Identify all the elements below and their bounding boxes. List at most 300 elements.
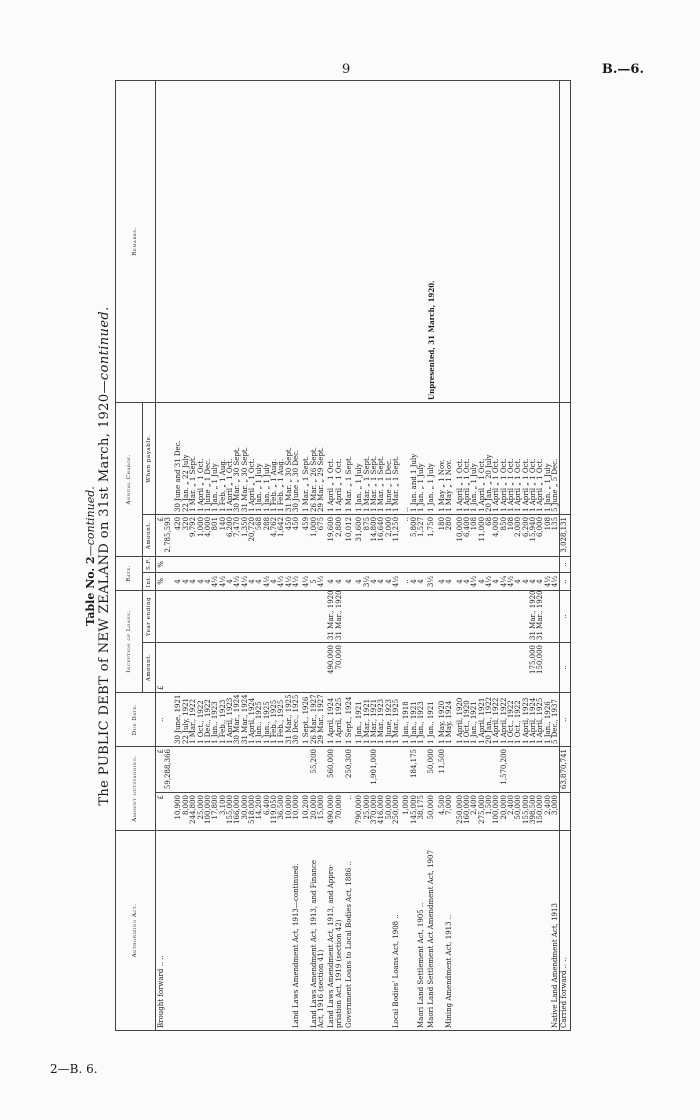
table-row xyxy=(501,80,508,1030)
table-row xyxy=(242,80,249,1030)
remarks-cell xyxy=(371,80,378,402)
annual-amount: 875 xyxy=(364,514,371,556)
brought-forward-total: £ 59,288,366 xyxy=(155,746,172,792)
rate-int: 4 xyxy=(175,572,182,590)
group-subtotal xyxy=(220,746,227,792)
annual-amount: 11,250 xyxy=(393,514,400,556)
table-row xyxy=(278,80,285,1030)
due-date: 1 Oct., 1922 xyxy=(515,692,522,746)
remarks-cell xyxy=(479,80,486,402)
when-payable: 1 April „ 1 Oct. xyxy=(457,402,464,514)
year-ending: 31 Mar., 1920 xyxy=(537,590,544,642)
table-row xyxy=(552,80,560,1030)
year-ending xyxy=(227,590,234,642)
rate-int: 4½ xyxy=(293,572,300,590)
carried-due: .. xyxy=(560,692,570,746)
year-ending xyxy=(545,590,552,642)
table-row xyxy=(411,80,418,1030)
amount-outstanding: 250,000 xyxy=(393,793,400,831)
year-ending xyxy=(318,590,325,642)
brought-inception-unit: £ xyxy=(155,642,172,692)
rate-int: 5 xyxy=(311,572,318,590)
when-payable: 26 Mar. „ 26 Sept. xyxy=(311,402,318,514)
inception-amount xyxy=(393,642,400,692)
brought-sf-unit: % xyxy=(155,556,172,572)
annual-amount: 850 xyxy=(501,514,508,556)
annual-amount: 4,000 xyxy=(493,514,500,556)
amount-outstanding: 10,000 xyxy=(286,793,293,831)
amount-outstanding: 1,000 xyxy=(403,793,410,831)
footer-id: 2—B. 6. xyxy=(50,1062,98,1076)
amount-outstanding: 10,000 xyxy=(293,793,300,831)
amount-outstanding: 2,400 xyxy=(471,793,478,831)
due-date: 20 Jan., 1922 xyxy=(486,692,493,746)
act-cell xyxy=(501,831,508,1031)
inception-amount xyxy=(464,642,471,692)
year-ending xyxy=(457,590,464,642)
group-subtotal xyxy=(479,746,486,792)
header-rate-sf: S.F. xyxy=(142,556,155,572)
annual-amount: 2,800 xyxy=(336,514,343,556)
brought-forward-row xyxy=(155,80,172,1030)
table-row xyxy=(464,80,471,1030)
rate-sf xyxy=(227,556,234,572)
act-cell xyxy=(508,831,515,1031)
due-date: 1 April, 1924 xyxy=(530,692,537,746)
due-date: 22 July, 1921 xyxy=(183,692,190,746)
rate-sf xyxy=(175,556,182,572)
rate-int: 4½ xyxy=(508,572,515,590)
rate-sf xyxy=(515,556,522,572)
annual-amount: 420 xyxy=(175,514,182,556)
table-row xyxy=(256,80,263,1030)
table-row xyxy=(439,80,446,1030)
table-row xyxy=(227,80,234,1030)
rate-sf xyxy=(212,556,219,572)
due-date: 1 Jan., 1926 xyxy=(545,692,552,746)
due-date: 1 June, 1923 xyxy=(386,692,393,746)
brought-forward-label: Brought forward .. .. xyxy=(155,831,172,1031)
rate-sf xyxy=(552,556,560,572)
remarks-cell xyxy=(501,80,508,402)
remarks-cell xyxy=(227,80,234,402)
when-payable: 1 Jan. „ 1 July xyxy=(212,402,219,514)
rate-int: .. xyxy=(403,572,410,590)
table-row xyxy=(328,80,335,1030)
rate-sf xyxy=(183,556,190,572)
annual-amount: 10,000 xyxy=(457,514,464,556)
table-row xyxy=(403,80,410,1030)
amount-outstanding: 790,000 xyxy=(356,793,363,831)
group-subtotal xyxy=(523,746,530,792)
year-ending xyxy=(212,590,219,642)
amount-outstanding: 20,000 xyxy=(501,793,508,831)
table-row xyxy=(183,80,190,1030)
year-ending xyxy=(439,590,446,642)
carried-forward-annual: 3,028,131 xyxy=(560,514,570,556)
rate-int: 4½ xyxy=(486,572,493,590)
due-date: 1 April, 1920 xyxy=(457,692,464,746)
remarks-cell xyxy=(249,80,256,402)
when-payable: 1 April „ 1 Oct. xyxy=(328,402,335,514)
table-row xyxy=(378,80,385,1030)
remarks-cell xyxy=(356,80,363,402)
annual-amount: 15,940 xyxy=(530,514,537,556)
table-row xyxy=(508,80,515,1030)
annual-amount: 2,000 xyxy=(515,514,522,556)
when-payable: 30 June and 31 Dec. xyxy=(175,402,182,514)
inception-amount xyxy=(508,642,515,692)
remarks-cell xyxy=(293,80,300,402)
table-row xyxy=(530,80,537,1030)
when-payable: 1 Feb. „ 1 Aug. xyxy=(220,402,227,514)
table-row xyxy=(418,80,425,1030)
due-date: 1 April, 1923 xyxy=(523,692,530,746)
when-payable: 1 April „ 1 Oct. xyxy=(336,402,343,514)
act-cell xyxy=(464,831,471,1031)
inception-amount xyxy=(364,642,371,692)
year-ending xyxy=(428,590,435,642)
group-subtotal xyxy=(271,746,278,792)
group-subtotal xyxy=(212,746,219,792)
remarks-cell xyxy=(393,80,400,402)
group-subtotal xyxy=(278,746,285,792)
amount-outstanding: .. xyxy=(346,793,353,831)
remarks-cell xyxy=(464,80,471,402)
amount-outstanding: 166,000 xyxy=(234,793,241,831)
act-cell xyxy=(515,831,522,1031)
remarks-cell xyxy=(508,80,515,402)
annual-amount: 4,762 xyxy=(271,514,278,556)
act-cell xyxy=(486,831,493,1031)
annual-amount: 7,470 xyxy=(234,514,241,556)
group-subtotal xyxy=(256,746,263,792)
when-payable: 1 Jan. „ 1 July xyxy=(256,402,263,514)
due-date: 1 Sept., 1924 xyxy=(346,692,353,746)
rate-int: 4 xyxy=(446,572,453,590)
inception-amount xyxy=(479,642,486,692)
when-payable: 22 Jan. „ 22 July xyxy=(183,402,190,514)
inception-amount: 490,000 xyxy=(328,642,335,692)
act-cell xyxy=(190,831,197,1031)
inception-amount xyxy=(346,642,353,692)
inception-amount xyxy=(212,642,219,692)
table-row xyxy=(515,80,522,1030)
remarks-cell xyxy=(318,80,325,402)
act-cell: Mining Amendment Act, 1913 .. xyxy=(446,831,453,1031)
rate-int: 4 xyxy=(198,572,205,590)
amount-outstanding: 1,500 xyxy=(486,793,493,831)
annual-amount: 288 xyxy=(264,514,271,556)
remarks-cell xyxy=(212,80,219,402)
rate-int: 4 xyxy=(493,572,500,590)
act-cell: Government Loans to Local Bodies Act, 1886 .. xyxy=(346,831,353,1031)
when-payable: 1 April „ 1 Oct. xyxy=(464,402,471,514)
amount-outstanding: 518,000 xyxy=(249,793,256,831)
amount-outstanding: 36,500 xyxy=(278,793,285,831)
when-payable: 1 Jan. and 1 July xyxy=(411,402,418,514)
inception-amount xyxy=(545,642,552,692)
year-ending xyxy=(486,590,493,642)
year-ending xyxy=(479,590,486,642)
table-row xyxy=(364,80,371,1030)
annual-amount: 568 xyxy=(256,514,263,556)
remarks-cell xyxy=(552,80,560,402)
rate-sf xyxy=(234,556,241,572)
when-payable: 1 Mar. „ 1 Sept. xyxy=(346,402,353,514)
remarks-cell xyxy=(205,80,212,402)
act-cell xyxy=(493,831,500,1031)
table-row xyxy=(446,80,453,1030)
group-subtotal xyxy=(446,746,453,792)
when-payable: 1 April „ 1 Oct. xyxy=(198,402,205,514)
table-row xyxy=(457,80,464,1030)
act-cell xyxy=(242,831,249,1031)
rate-sf xyxy=(318,556,325,572)
remarks-cell xyxy=(278,80,285,402)
rate-sf xyxy=(411,556,418,572)
act-cell xyxy=(403,831,410,1031)
inception-amount xyxy=(378,642,385,692)
rate-sf xyxy=(393,556,400,572)
when-payable: 5 June „ 5 Dec. xyxy=(552,402,560,514)
group-subtotal: 11,500 xyxy=(439,746,446,792)
table-row xyxy=(356,80,363,1030)
inception-amount xyxy=(220,642,227,692)
rate-int: 4½ xyxy=(303,572,310,590)
group-subtotal xyxy=(545,746,552,792)
remarks-cell xyxy=(220,80,227,402)
rate-int: 4 xyxy=(464,572,471,590)
remarks-cell xyxy=(234,80,241,402)
rate-int: 4 xyxy=(537,572,544,590)
inception-amount xyxy=(493,642,500,692)
rate-sf xyxy=(336,556,343,572)
due-date: 31 Mar., 1925 xyxy=(286,692,293,746)
rate-int: 4 xyxy=(530,572,537,590)
annual-amount: 801 xyxy=(212,514,219,556)
act-cell xyxy=(212,831,219,1031)
inception-amount xyxy=(428,642,435,692)
remarks-cell xyxy=(303,80,310,402)
amount-outstanding: 370,000 xyxy=(371,793,378,831)
group-subtotal xyxy=(508,746,515,792)
year-ending xyxy=(464,590,471,642)
act-cell xyxy=(364,831,371,1031)
rate-int: 4 xyxy=(328,572,335,590)
table-row xyxy=(190,80,197,1030)
header-inception-amount: Amount. xyxy=(142,642,155,692)
year-ending: 31 Mar., 1920 xyxy=(328,590,335,642)
rate-int: 4 xyxy=(190,572,197,590)
amount-outstanding: 3,100 xyxy=(220,793,227,831)
when-payable: 1 April „ 1 Oct. xyxy=(537,402,544,514)
amount-outstanding: 155,000 xyxy=(523,793,530,831)
amount-outstanding: 20,000 xyxy=(311,793,318,831)
annual-amount: 1,350 xyxy=(242,514,249,556)
year-ending xyxy=(286,590,293,642)
group-subtotal xyxy=(515,746,522,792)
inception-amount xyxy=(403,642,410,692)
amount-outstanding: 7,000 xyxy=(446,793,453,831)
inception-amount xyxy=(242,642,249,692)
remarks-cell xyxy=(311,80,318,402)
rate-int: 4 xyxy=(256,572,263,590)
due-date: 1 Jan., 1918 xyxy=(403,692,410,746)
when-payable: 30 Mar. „ 30 Sept. xyxy=(234,402,241,514)
when-payable: 1 Feb. „ 1 Aug. xyxy=(271,402,278,514)
table-row xyxy=(545,80,552,1030)
inception-amount xyxy=(386,642,393,692)
inception-amount xyxy=(371,642,378,692)
amount-outstanding: 416,000 xyxy=(378,793,385,831)
act-cell: Local Bodies’ Loans Act, 1908 .. xyxy=(393,831,400,1031)
amount-outstanding: 25,000 xyxy=(198,793,205,831)
due-date: 1 Jan., 1923 xyxy=(418,692,425,746)
annual-amount: 4,000 xyxy=(205,514,212,556)
carried-int: .. xyxy=(560,572,570,590)
rate-sf xyxy=(386,556,393,572)
group-subtotal: 560,000 xyxy=(328,746,335,792)
annual-amount: 450 xyxy=(286,514,293,556)
remarks-cell xyxy=(446,80,453,402)
due-date: 1 Jan., 1921 xyxy=(411,692,418,746)
remarks-cell xyxy=(175,80,182,402)
when-payable: 1 April „ 1 Oct. xyxy=(515,402,522,514)
rate-int: 4½ xyxy=(286,572,293,590)
annual-amount: 140 xyxy=(220,514,227,556)
group-subtotal xyxy=(198,746,205,792)
group-subtotal xyxy=(249,746,256,792)
inception-amount xyxy=(439,642,446,692)
rate-int: 4 xyxy=(227,572,234,590)
group-subtotal xyxy=(175,746,182,792)
amount-outstanding: 3,000 xyxy=(552,793,560,831)
group-subtotal xyxy=(227,746,234,792)
due-date: 31 Mar., 1924 xyxy=(242,692,249,746)
year-ending xyxy=(378,590,385,642)
carried-inc: .. xyxy=(560,642,570,692)
act-cell xyxy=(183,831,190,1031)
inception-amount xyxy=(278,642,285,692)
when-payable: 1 April „ 1 Oct. xyxy=(479,402,486,514)
when-payable: 1 April „ 1 Oct. xyxy=(523,402,530,514)
when-payable: 1 Jan. „ 1 July xyxy=(545,402,552,514)
brought-forward-annual: £ 2,785,593 xyxy=(155,514,172,556)
due-date: 1 Oct., 1920 xyxy=(464,692,471,746)
amount-outstanding: 50,000 xyxy=(386,793,393,831)
remarks-cell xyxy=(264,80,271,402)
table-row xyxy=(493,80,500,1030)
rate-sf xyxy=(537,556,544,572)
remarks-cell xyxy=(183,80,190,402)
remarks-cell xyxy=(286,80,293,402)
rate-int: 4¼ xyxy=(501,572,508,590)
annual-amount: 280 xyxy=(446,514,453,556)
header-due-date: Due Date. xyxy=(115,692,155,746)
when-payable: 1 April „ 1 Oct. xyxy=(530,402,537,514)
rate-int: 4½ xyxy=(393,572,400,590)
rate-int: 4 xyxy=(183,572,190,590)
inception-amount xyxy=(311,642,318,692)
annual-amount: 2,000 xyxy=(386,514,393,556)
rate-sf xyxy=(286,556,293,572)
remarks-cell xyxy=(418,80,425,402)
year-ending xyxy=(393,590,400,642)
group-subtotal xyxy=(234,746,241,792)
inception-amount xyxy=(183,642,190,692)
rotated-table-block xyxy=(84,81,571,1031)
rate-sf xyxy=(303,556,310,572)
year-ending: 31 Mar., 1920 xyxy=(336,590,343,642)
table-title-continued: —continued. xyxy=(97,306,113,394)
table-row xyxy=(428,80,435,1030)
group-subtotal xyxy=(486,746,493,792)
when-payable: 1 Mar. „ 1 Sept. xyxy=(393,402,400,514)
act-cell: Maori Land Settlement Act Amendment Act, 1907 xyxy=(428,831,435,1031)
table-row xyxy=(346,80,353,1030)
table-row xyxy=(293,80,300,1030)
table-row xyxy=(486,80,493,1030)
group-subtotal xyxy=(183,746,190,792)
rate-int: 4 xyxy=(523,572,530,590)
due-date: 1 Oct., 1922 xyxy=(508,692,515,746)
group-subtotal xyxy=(457,746,464,792)
due-date: 29 Mar., 1927 xyxy=(318,692,325,746)
inception-amount xyxy=(234,642,241,692)
remarks-cell xyxy=(242,80,249,402)
year-ending xyxy=(346,590,353,642)
header-remarks: Remarks. xyxy=(115,80,155,402)
group-subtotal: 1,570,200 xyxy=(501,746,508,792)
carried-sf: .. xyxy=(560,556,570,572)
due-date: 1 April, 1925 xyxy=(336,692,343,746)
table-number: Table No. 2 xyxy=(84,556,97,626)
group-subtotal xyxy=(552,746,560,792)
annual-amount: 108 xyxy=(471,514,478,556)
public-debt-table xyxy=(115,80,571,1031)
table-row xyxy=(175,80,182,1030)
rate-sf xyxy=(356,556,363,572)
table-row xyxy=(205,80,212,1030)
rate-int: 4 xyxy=(371,572,378,590)
rate-int: 4 xyxy=(439,572,446,590)
annual-amount: 108 xyxy=(545,514,552,556)
header-when-payable: When payable. xyxy=(142,402,155,514)
amount-outstanding: 8,000 xyxy=(183,793,190,831)
rate-int: 4 xyxy=(249,572,256,590)
when-payable: 1 Mar. „ 1 Sept. xyxy=(303,402,310,514)
group-subtotal xyxy=(293,746,300,792)
rate-int: 4 xyxy=(515,572,522,590)
rate-sf xyxy=(464,556,471,572)
inception-amount: 150,000 xyxy=(537,642,544,692)
amount-outstanding: 2,400 xyxy=(508,793,515,831)
year-ending xyxy=(446,590,453,642)
year-ending xyxy=(183,590,190,642)
remarks-cell xyxy=(523,80,530,402)
due-date: 1 Mar., 1921 xyxy=(371,692,378,746)
year-ending xyxy=(508,590,515,642)
act-cell xyxy=(378,831,385,1031)
amount-outstanding: 10,900 xyxy=(175,793,182,831)
due-date: 1 April, 1925 xyxy=(537,692,544,746)
remarks-cell xyxy=(271,80,278,402)
rate-sf xyxy=(205,556,212,572)
due-date: 1 Feb., 1923 xyxy=(220,692,227,746)
amount-outstanding: 2,400 xyxy=(545,793,552,831)
year-ending xyxy=(493,590,500,642)
